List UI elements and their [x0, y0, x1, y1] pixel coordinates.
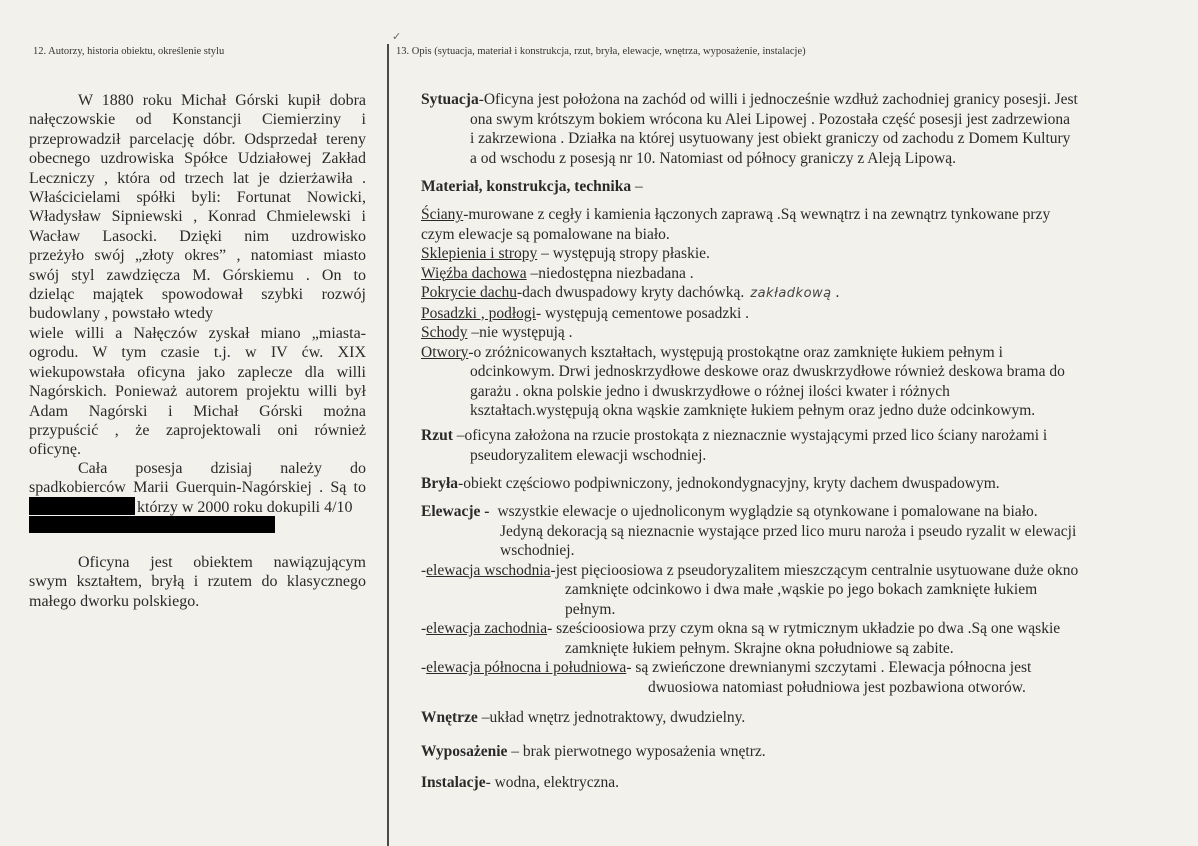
dash: -	[421, 561, 427, 579]
continuation	[421, 110, 1078, 169]
text-line: Oficyna jest obiektem nawiązującym	[78, 554, 366, 571]
text-line: pełnym.	[565, 600, 616, 618]
text: .	[831, 284, 840, 301]
text-line: Jedyną dekoracją są nieznacnie wystające przed lico muru naroża i pseudo ryzalit w elewacji	[500, 522, 1077, 540]
text-line: spadkobierców Marii Guerquin-Nagórskiej . Są to	[29, 479, 366, 497]
text-line: obecnego uzdrowiska Spółce Udziałowej Zakład	[29, 150, 366, 168]
text-line: i zakrzewiona . Działka na której usytuowany jest obiekt graniczy od zachodu z Domem Kultury	[470, 130, 1071, 147]
label-bryla: Bryła	[421, 475, 459, 492]
section-wnetrze	[421, 708, 745, 728]
text-line: przypuścić , że zaprojektowali oni również	[29, 422, 366, 440]
text-line: oficynę.	[29, 441, 81, 459]
section-13-header: 13. Opis (sytuacja, materiał i konstrukcja, rzut, bryła, elewacje, wnętrza, wyposażenie, instalacje)	[396, 46, 806, 57]
label-instalacje: Instalacje	[421, 774, 486, 791]
section-12-header: 12. Autorzy, historia obiektu, określenie stylu	[33, 46, 225, 57]
text-line: Władysław Sipniewski , Konrad Chmielewski i	[29, 208, 366, 226]
text-line: W 1880 roku Michał Górski kupił dobra	[78, 92, 366, 109]
continuation	[421, 446, 1047, 466]
text: wszystkie elewacje o ujednoliconym wyglądzie są otynkowane i pomalowane na biało.	[497, 503, 1038, 520]
label-rzut: Rzut	[421, 427, 453, 444]
text-line: a od wschodu z posesją nr 10. Natomiast od północy graniczy z Aleją Lipową.	[470, 149, 956, 167]
redaction-bar	[29, 497, 135, 515]
section-material-heading	[421, 177, 643, 197]
text-line: kształtach.występują okna wąskie zamknięte łukiem pełnym oraz jedno duże odcinkowym.	[470, 402, 1036, 419]
text: - wodna, elektryczna.	[485, 774, 619, 791]
text: -o zróżnicowanych kształtach, występują prostokątne oraz zamknięte łukiem pełnym i	[468, 343, 1003, 361]
text: –niedostępna niezbadana .	[526, 264, 694, 282]
text-line: małego dworku polskiego.	[29, 592, 200, 610]
label-wiezba: Więźba dachowa	[421, 264, 527, 282]
continuation	[421, 639, 1078, 659]
text-line: odcinkowym. Drwi jednoskrzydłowe deskowe oraz dwuskrzydłowe również deskowa brama do	[470, 363, 1065, 380]
redaction-bar	[29, 516, 275, 533]
text: - są zwieńczone drewnianymi szczytami . Elewacja północna jest	[626, 659, 1032, 676]
dash: -	[421, 659, 427, 676]
label-posadzki: Posadzki , podłogi	[421, 304, 536, 322]
text: -murowane z cegły i kamienia łączonych zaprawą .Są wewnątrz i na zewnątrz tynkowane przy	[463, 206, 1051, 223]
label-elewacja-zachodnia: elewacja zachodnia	[426, 620, 548, 637]
section-sytuacja	[421, 90, 1078, 168]
text: – brak pierwotnego wyposażenia wnętrz.	[507, 743, 766, 760]
label-otwory: Otwory	[421, 343, 469, 361]
text-line: ogrodu. W tym czasie t.j. w IV ćw. XIX	[29, 344, 366, 362]
history-paragraph-2	[29, 324, 366, 460]
label-wnetrze: Wnętrze	[421, 709, 478, 726]
label-elewacja-wschodnia: elewacja wschodnia	[426, 561, 551, 579]
text-line: nałęczowskie od Konstancji Ciemierziny i	[29, 111, 366, 129]
text-line: garażu . okna polskie jedno i dwuskrzydłowe o różnej ilości kwater i różnych	[470, 382, 950, 400]
text: –układ wnętrz jednotraktowy, dwudzielny.	[477, 709, 746, 726]
label-sklepienia: Sklepienia i stropy	[421, 245, 538, 262]
text-line: dzieląc majątek spowodował szybki rozwój	[29, 286, 366, 304]
text-line: swój styl zawdzięcza M. Górskiemu . On to	[29, 266, 366, 284]
text-line: dwuosiowa natomiast południowa jest pozbawiona otworów.	[648, 678, 1026, 696]
text-line: budowlany , powstało wtedy	[29, 305, 213, 323]
column-divider	[387, 44, 389, 846]
text-line: pseudoryzalitem elewacji wschodniej.	[470, 446, 707, 464]
text: – występują stropy płaskie.	[537, 245, 710, 262]
text: –oficyna założona na rzucie prostokąta z nieznacznie wystającymi przed lico ściany narożami i	[452, 427, 1048, 444]
text: czym elewacje są pomalowane na biało.	[421, 225, 670, 243]
label-pokrycie: Pokrycie dachu	[421, 284, 517, 301]
text-line: wschodniej.	[500, 542, 575, 559]
text: - sześcioosiowa przy czym okna są w rytmicznym układzie po dwa .Są one wąskie	[547, 620, 1061, 637]
section-material	[421, 205, 1065, 421]
text-line: zamknięte łukiem pełnym. Skrajne okna południowe są zabite.	[565, 639, 954, 657]
section-elewacje	[421, 502, 1078, 697]
text-line: którzy w 2000 roku dokupili 4/10	[137, 498, 353, 516]
heading: Materiał, konstrukcja, technika	[421, 178, 632, 195]
text-line: ona swym krótszym bokiem wrócona ku Alei Lipowej . Pozostała część posesji jest zadrzewiona	[470, 110, 1071, 128]
text-line: Cała posesja dzisiaj należy do	[78, 460, 366, 477]
label-wyposazenie: Wyposażenie	[421, 743, 508, 760]
text: -Oficyna jest położona na zachód od willi i jednocześnie wzdłuż zachodniej granicy posesji. Jest	[478, 91, 1078, 108]
label-sciany: Ściany	[421, 206, 464, 223]
label-elewacja-polnocna-poludniowa: elewacja północna i południowa	[426, 659, 627, 676]
text-line: Nagórskich. Ponieważ autorem projektu willi był	[29, 383, 366, 401]
text: - występują cementowe posadzki .	[535, 304, 750, 322]
label-sytuacja: Sytuacja	[421, 91, 479, 108]
text-line: Leczniczy , która od trzech lat je dzierżawiła .	[29, 169, 366, 187]
continuation	[421, 678, 1078, 698]
dash: –	[631, 178, 643, 195]
text-line: wiele willi a Nałęczów zyskał miano „miasta-	[29, 325, 366, 342]
text-line: przeprowadził parcelację dóbr. Odsprzedał tereny	[29, 130, 366, 148]
history-paragraph-1	[29, 91, 366, 324]
section-rzut	[421, 426, 1047, 465]
text-line: Właścicielami spółki byli: Fortunat Nowicki,	[29, 189, 366, 207]
text-line: zamknięte odcinkowo i dwa małe ,wąskie po jego bokach zamknięte łukiem	[565, 581, 1038, 598]
dash: -	[421, 620, 427, 637]
section-instalacje	[421, 773, 619, 793]
continuation	[421, 580, 1078, 619]
text-line: Wacław Lasocki. Dzięki nim uzdrowisko	[29, 227, 366, 245]
text-line: przeżyło swój „złoty okres” , natomiast miasto	[29, 247, 366, 265]
continuation	[421, 522, 1078, 561]
text: -jest pięcioosiowa z pseudoryzalitem mieszczącym centralnie usytuowane duże okno	[550, 561, 1079, 579]
text: -obiekt częściowo podpiwniczony, jednokondygnacyjny, kryty dachem dwuspadowym.	[458, 475, 1000, 492]
pencil-check-mark: ✓	[392, 31, 402, 43]
text: –nie występują .	[467, 324, 573, 341]
label-elewacje: Elewacje -	[421, 503, 490, 520]
text-line: wiekupowstała oficyna jako zaplecze dla willi	[29, 363, 366, 381]
text-line: swym kształtem, bryłą i rzutem do klasycznego	[29, 573, 366, 591]
text: -dach dwuspadowy kryty dachówką.	[516, 284, 745, 301]
continuation	[421, 362, 1065, 421]
label-schody: Schody	[421, 324, 468, 341]
handwritten-note: zakładkową	[750, 286, 832, 301]
section-wyposazenie	[421, 742, 766, 762]
oficyna-paragraph	[29, 553, 366, 611]
section-bryla	[421, 474, 1000, 494]
text-line: Adam Nagórski i Michał Górski można	[29, 402, 366, 420]
